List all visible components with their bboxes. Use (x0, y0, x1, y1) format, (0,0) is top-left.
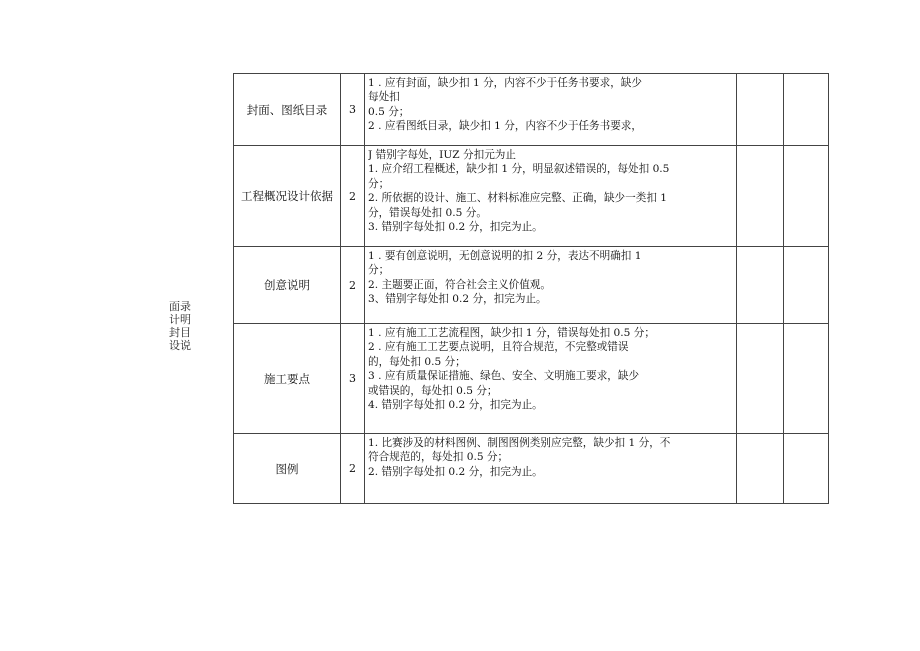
criteria-cell (365, 247, 737, 324)
criteria-line: 2 . 应看图纸目录，缺少扣 1 分，内容不少于任务书要求， (368, 120, 642, 133)
criteria-cell (365, 146, 737, 247)
scoring-table (233, 73, 829, 504)
criteria-line: 分； (368, 264, 390, 277)
item-score: 3 (341, 324, 365, 434)
criteria-cell (365, 324, 737, 434)
section-label (160, 300, 200, 352)
criteria-line: J 错别字每处，IUZ 分扣元为止 (368, 149, 516, 161)
criteria-line: 1 . 应有封面，缺少扣 1 分，内容不少于任务书要求，缺少 (368, 77, 642, 89)
item-name: 工程概况设计依据 (234, 146, 341, 247)
blank-cell (737, 324, 784, 434)
criteria-line: 0.5 分； (368, 105, 410, 118)
blank-cell (784, 146, 829, 247)
criteria-cell (365, 434, 737, 504)
criteria-line: 2. 错别字每处扣 0.2 分，扣完为止。 (368, 465, 543, 478)
criteria-cell (365, 74, 737, 146)
criteria-line: 2. 主题要正面，符合社会主义价值观。 (368, 278, 551, 291)
criteria-line: 2. 所依据的设计、施工、材料标准应完整、正确，缺少一类扣 1 (368, 192, 668, 205)
criteria-line: 符合规范的，每处扣 0.5 分； (368, 451, 509, 464)
table-row (234, 434, 829, 504)
criteria-line: 1 . 应有施工工艺流程图，缺少扣 1 分，错误每处扣 0.5 分； (368, 327, 655, 339)
criteria-line: 1. 比赛涉及的材料图例、制图图例类别应完整，缺少扣 1 分，不 (368, 437, 671, 449)
item-score: 2 (341, 434, 365, 504)
blank-cell (784, 247, 829, 324)
item-name: 施工要点 (234, 324, 341, 434)
item-name: 封面、图纸目录 (234, 74, 341, 146)
blank-cell (737, 146, 784, 247)
blank-cell (784, 434, 829, 504)
criteria-line: 3 . 应有质量保证措施、绿色、安全、文明施工要求，缺少 (368, 370, 640, 383)
criteria-line: 或错误的，每处扣 0.5 分； (368, 384, 498, 397)
blank-cell (737, 247, 784, 324)
criteria-line: 的，每处扣 0.5 分； (368, 355, 466, 368)
criteria-line: 分，错误每处扣 0.5 分。 (368, 206, 487, 219)
criteria-line: 1 . 要有创意说明，无创意说明的扣 2 分，表达不明确扣 1 (368, 250, 642, 262)
section-label-line: 封目 (169, 326, 191, 339)
blank-cell (784, 74, 829, 146)
criteria-line: 2 . 应有施工工艺要点说明，且符合规范，不完整或错误 (368, 341, 629, 354)
criteria-line: 分； (368, 177, 390, 190)
blank-cell (784, 324, 829, 434)
table-row (234, 324, 829, 434)
table-row (234, 146, 829, 247)
criteria-line: 3、错别字每处扣 0.2 分，扣完为止。 (368, 293, 547, 306)
criteria-line: 1. 应介绍工程概述，缺少扣 1 分，明显叙述错误的，每处扣 0.5 (368, 163, 670, 176)
table-row (234, 74, 829, 146)
blank-cell (737, 434, 784, 504)
criteria-line: 4. 错别字每处扣 0.2 分，扣完为止。 (368, 399, 543, 412)
item-score: 3 (341, 74, 365, 146)
section-label-line: 设说 (169, 339, 191, 352)
item-score: 2 (341, 146, 365, 247)
criteria-line: 3. 错别字每处扣 0.2 分，扣完为止。 (368, 221, 543, 234)
item-name: 图例 (234, 434, 341, 504)
item-score: 2 (341, 247, 365, 324)
criteria-line: 每处扣 (368, 91, 400, 104)
item-name: 创意说明 (234, 247, 341, 324)
section-label-line: 计明 (169, 313, 191, 326)
table-row (234, 247, 829, 324)
section-label-line: 面录 (169, 300, 191, 313)
blank-cell (737, 74, 784, 146)
